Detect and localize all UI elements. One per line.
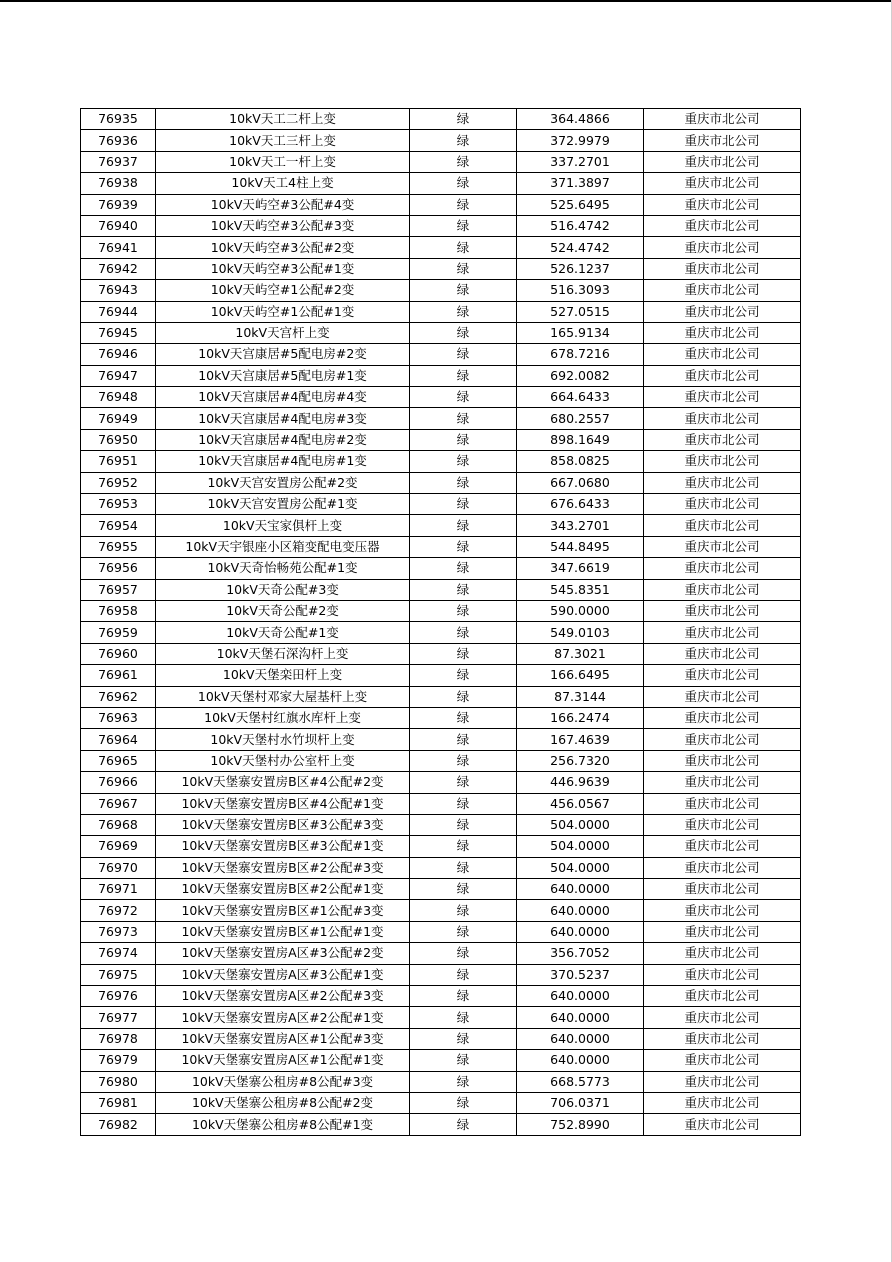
status-color-cell: 绿 bbox=[410, 665, 517, 686]
company-cell: 重庆市北公司 bbox=[644, 600, 801, 621]
status-color-cell: 绿 bbox=[410, 857, 517, 878]
transformer-name-cell: 10kV天屿空#1公配#1变 bbox=[156, 301, 410, 322]
value-cell: 640.0000 bbox=[517, 986, 644, 1007]
transformer-name-cell: 10kV天屿空#1公配#2变 bbox=[156, 280, 410, 301]
value-cell: 545.8351 bbox=[517, 579, 644, 600]
transformer-name-cell: 10kV天堡村水竹坝杆上变 bbox=[156, 729, 410, 750]
status-color-cell: 绿 bbox=[410, 237, 517, 258]
table-row bbox=[81, 408, 801, 429]
company-cell: 重庆市北公司 bbox=[644, 643, 801, 664]
table-row bbox=[81, 365, 801, 386]
transformer-name-cell: 10kV天堡寨安置房A区#2公配#1变 bbox=[156, 1007, 410, 1028]
table-row bbox=[81, 451, 801, 472]
status-color-cell: 绿 bbox=[410, 258, 517, 279]
transformer-name-cell: 10kV天堡寨安置房A区#1公配#3变 bbox=[156, 1028, 410, 1049]
table-row bbox=[81, 515, 801, 536]
status-color-cell: 绿 bbox=[410, 173, 517, 194]
value-cell: 371.3897 bbox=[517, 173, 644, 194]
table-row bbox=[81, 643, 801, 664]
transformer-name-cell: 10kV天屿空#3公配#4变 bbox=[156, 194, 410, 215]
table-row bbox=[81, 130, 801, 151]
row-id-cell: 76980 bbox=[81, 1071, 156, 1092]
table-row bbox=[81, 387, 801, 408]
row-id-cell: 76957 bbox=[81, 579, 156, 600]
company-cell: 重庆市北公司 bbox=[644, 365, 801, 386]
value-cell: 504.0000 bbox=[517, 857, 644, 878]
table-row bbox=[81, 173, 801, 194]
transformer-name-cell: 10kV天奇公配#1变 bbox=[156, 622, 410, 643]
table-row bbox=[81, 943, 801, 964]
value-cell: 692.0082 bbox=[517, 365, 644, 386]
value-cell: 752.8990 bbox=[517, 1114, 644, 1135]
row-id-cell: 76959 bbox=[81, 622, 156, 643]
status-color-cell: 绿 bbox=[410, 579, 517, 600]
table-row bbox=[81, 857, 801, 878]
value-cell: 525.6495 bbox=[517, 194, 644, 215]
transformer-name-cell: 10kV天堡寨公租房#8公配#2变 bbox=[156, 1092, 410, 1113]
company-cell: 重庆市北公司 bbox=[644, 793, 801, 814]
company-cell: 重庆市北公司 bbox=[644, 1028, 801, 1049]
value-cell: 544.8495 bbox=[517, 536, 644, 557]
table-row bbox=[81, 750, 801, 771]
row-id-cell: 76961 bbox=[81, 665, 156, 686]
row-id-cell: 76958 bbox=[81, 600, 156, 621]
company-cell: 重庆市北公司 bbox=[644, 772, 801, 793]
company-cell: 重庆市北公司 bbox=[644, 879, 801, 900]
row-id-cell: 76981 bbox=[81, 1092, 156, 1113]
transformer-name-cell: 10kV天堡寨安置房A区#2公配#3变 bbox=[156, 986, 410, 1007]
row-id-cell: 76974 bbox=[81, 943, 156, 964]
table-row bbox=[81, 579, 801, 600]
value-cell: 524.4742 bbox=[517, 237, 644, 258]
transformer-name-cell: 10kV天宝家俱杆上变 bbox=[156, 515, 410, 536]
table-row bbox=[81, 151, 801, 172]
transformer-name-cell: 10kV天奇公配#3变 bbox=[156, 579, 410, 600]
transformer-name-cell: 10kV天宫安置房公配#2变 bbox=[156, 472, 410, 493]
table-row bbox=[81, 707, 801, 728]
table-row bbox=[81, 900, 801, 921]
table-row bbox=[81, 237, 801, 258]
table-row bbox=[81, 921, 801, 942]
transformer-name-cell: 10kV天堡村邓家大屋基杆上变 bbox=[156, 686, 410, 707]
company-cell: 重庆市北公司 bbox=[644, 857, 801, 878]
value-cell: 347.6619 bbox=[517, 558, 644, 579]
company-cell: 重庆市北公司 bbox=[644, 814, 801, 835]
row-id-cell: 76941 bbox=[81, 237, 156, 258]
table-row bbox=[81, 665, 801, 686]
status-color-cell: 绿 bbox=[410, 536, 517, 557]
row-id-cell: 76962 bbox=[81, 686, 156, 707]
transformer-name-cell: 10kV天工一杆上变 bbox=[156, 151, 410, 172]
transformer-name-cell: 10kV天屿空#3公配#2变 bbox=[156, 237, 410, 258]
row-id-cell: 76940 bbox=[81, 215, 156, 236]
row-id-cell: 76953 bbox=[81, 494, 156, 515]
value-cell: 504.0000 bbox=[517, 814, 644, 835]
row-id-cell: 76982 bbox=[81, 1114, 156, 1135]
status-color-cell: 绿 bbox=[410, 986, 517, 1007]
table-row bbox=[81, 536, 801, 557]
transformer-name-cell: 10kV天屿空#3公配#3变 bbox=[156, 215, 410, 236]
company-cell: 重庆市北公司 bbox=[644, 451, 801, 472]
company-cell: 重庆市北公司 bbox=[644, 1007, 801, 1028]
status-color-cell: 绿 bbox=[410, 1028, 517, 1049]
table-body bbox=[81, 109, 801, 1136]
value-cell: 372.9979 bbox=[517, 130, 644, 151]
table-row bbox=[81, 772, 801, 793]
table-row bbox=[81, 986, 801, 1007]
status-color-cell: 绿 bbox=[410, 322, 517, 343]
row-id-cell: 76975 bbox=[81, 964, 156, 985]
transformer-name-cell: 10kV天宫康居#4配电房#1变 bbox=[156, 451, 410, 472]
table-row bbox=[81, 215, 801, 236]
value-cell: 166.6495 bbox=[517, 665, 644, 686]
status-color-cell: 绿 bbox=[410, 750, 517, 771]
value-cell: 590.0000 bbox=[517, 600, 644, 621]
row-id-cell: 76970 bbox=[81, 857, 156, 878]
status-color-cell: 绿 bbox=[410, 1114, 517, 1135]
status-color-cell: 绿 bbox=[410, 451, 517, 472]
table-row bbox=[81, 472, 801, 493]
company-cell: 重庆市北公司 bbox=[644, 494, 801, 515]
company-cell: 重庆市北公司 bbox=[644, 1114, 801, 1135]
status-color-cell: 绿 bbox=[410, 643, 517, 664]
table-row bbox=[81, 194, 801, 215]
company-cell: 重庆市北公司 bbox=[644, 408, 801, 429]
status-color-cell: 绿 bbox=[410, 558, 517, 579]
company-cell: 重庆市北公司 bbox=[644, 237, 801, 258]
company-cell: 重庆市北公司 bbox=[644, 472, 801, 493]
value-cell: 667.0680 bbox=[517, 472, 644, 493]
row-id-cell: 76947 bbox=[81, 365, 156, 386]
row-id-cell: 76979 bbox=[81, 1050, 156, 1071]
transformer-name-cell: 10kV天宫安置房公配#1变 bbox=[156, 494, 410, 515]
status-color-cell: 绿 bbox=[410, 1092, 517, 1113]
row-id-cell: 76972 bbox=[81, 900, 156, 921]
table-row bbox=[81, 1007, 801, 1028]
company-cell: 重庆市北公司 bbox=[644, 750, 801, 771]
transformer-name-cell: 10kV天奇公配#2变 bbox=[156, 600, 410, 621]
row-id-cell: 76964 bbox=[81, 729, 156, 750]
company-cell: 重庆市北公司 bbox=[644, 1071, 801, 1092]
transformer-name-cell: 10kV天堡寨安置房B区#3公配#3变 bbox=[156, 814, 410, 835]
status-color-cell: 绿 bbox=[410, 408, 517, 429]
transformer-name-cell: 10kV天堡石深沟杆上变 bbox=[156, 643, 410, 664]
row-id-cell: 76943 bbox=[81, 280, 156, 301]
value-cell: 676.6433 bbox=[517, 494, 644, 515]
transformer-name-cell: 10kV天堡寨安置房B区#2公配#3变 bbox=[156, 857, 410, 878]
table-row bbox=[81, 836, 801, 857]
value-cell: 167.4639 bbox=[517, 729, 644, 750]
company-cell: 重庆市北公司 bbox=[644, 943, 801, 964]
value-cell: 370.5237 bbox=[517, 964, 644, 985]
company-cell: 重庆市北公司 bbox=[644, 387, 801, 408]
status-color-cell: 绿 bbox=[410, 301, 517, 322]
value-cell: 166.2474 bbox=[517, 707, 644, 728]
table-row bbox=[81, 109, 801, 130]
company-cell: 重庆市北公司 bbox=[644, 1092, 801, 1113]
table-row bbox=[81, 879, 801, 900]
row-id-cell: 76963 bbox=[81, 707, 156, 728]
company-cell: 重庆市北公司 bbox=[644, 558, 801, 579]
transformer-name-cell: 10kV天宫康居#4配电房#2变 bbox=[156, 429, 410, 450]
company-cell: 重庆市北公司 bbox=[644, 836, 801, 857]
table-row bbox=[81, 280, 801, 301]
row-id-cell: 76938 bbox=[81, 173, 156, 194]
table-row bbox=[81, 600, 801, 621]
transformer-name-cell: 10kV天堡寨安置房B区#1公配#3变 bbox=[156, 900, 410, 921]
transformer-name-cell: 10kV天宫康居#5配电房#2变 bbox=[156, 344, 410, 365]
value-cell: 504.0000 bbox=[517, 836, 644, 857]
value-cell: 858.0825 bbox=[517, 451, 644, 472]
transformer-name-cell: 10kV天堡寨安置房A区#1公配#1变 bbox=[156, 1050, 410, 1071]
page-top-border bbox=[0, 0, 892, 2]
company-cell: 重庆市北公司 bbox=[644, 1050, 801, 1071]
table-row bbox=[81, 344, 801, 365]
company-cell: 重庆市北公司 bbox=[644, 686, 801, 707]
company-cell: 重庆市北公司 bbox=[644, 151, 801, 172]
status-color-cell: 绿 bbox=[410, 1050, 517, 1071]
table-row bbox=[81, 558, 801, 579]
transformer-name-cell: 10kV天堡寨公租房#8公配#1变 bbox=[156, 1114, 410, 1135]
value-cell: 640.0000 bbox=[517, 1028, 644, 1049]
status-color-cell: 绿 bbox=[410, 1007, 517, 1028]
value-cell: 337.2701 bbox=[517, 151, 644, 172]
row-id-cell: 76949 bbox=[81, 408, 156, 429]
table-row bbox=[81, 1071, 801, 1092]
row-id-cell: 76956 bbox=[81, 558, 156, 579]
row-id-cell: 76977 bbox=[81, 1007, 156, 1028]
value-cell: 256.7320 bbox=[517, 750, 644, 771]
value-cell: 364.4866 bbox=[517, 109, 644, 130]
transformer-name-cell: 10kV天工二杆上变 bbox=[156, 109, 410, 130]
company-cell: 重庆市北公司 bbox=[644, 258, 801, 279]
row-id-cell: 76935 bbox=[81, 109, 156, 130]
status-color-cell: 绿 bbox=[410, 964, 517, 985]
table-row bbox=[81, 814, 801, 835]
company-cell: 重庆市北公司 bbox=[644, 622, 801, 643]
value-cell: 640.0000 bbox=[517, 1007, 644, 1028]
status-color-cell: 绿 bbox=[410, 472, 517, 493]
value-cell: 516.3093 bbox=[517, 280, 644, 301]
company-cell: 重庆市北公司 bbox=[644, 536, 801, 557]
value-cell: 516.4742 bbox=[517, 215, 644, 236]
status-color-cell: 绿 bbox=[410, 921, 517, 942]
company-cell: 重庆市北公司 bbox=[644, 109, 801, 130]
status-color-cell: 绿 bbox=[410, 365, 517, 386]
status-color-cell: 绿 bbox=[410, 109, 517, 130]
status-color-cell: 绿 bbox=[410, 130, 517, 151]
row-id-cell: 76944 bbox=[81, 301, 156, 322]
transformer-name-cell: 10kV天堡栾田杆上变 bbox=[156, 665, 410, 686]
company-cell: 重庆市北公司 bbox=[644, 215, 801, 236]
row-id-cell: 76948 bbox=[81, 387, 156, 408]
status-color-cell: 绿 bbox=[410, 793, 517, 814]
company-cell: 重庆市北公司 bbox=[644, 729, 801, 750]
row-id-cell: 76978 bbox=[81, 1028, 156, 1049]
table-row bbox=[81, 1028, 801, 1049]
status-color-cell: 绿 bbox=[410, 215, 517, 236]
value-cell: 87.3144 bbox=[517, 686, 644, 707]
company-cell: 重庆市北公司 bbox=[644, 194, 801, 215]
status-color-cell: 绿 bbox=[410, 879, 517, 900]
status-color-cell: 绿 bbox=[410, 387, 517, 408]
value-cell: 526.1237 bbox=[517, 258, 644, 279]
company-cell: 重庆市北公司 bbox=[644, 707, 801, 728]
company-cell: 重庆市北公司 bbox=[644, 579, 801, 600]
status-color-cell: 绿 bbox=[410, 344, 517, 365]
row-id-cell: 76955 bbox=[81, 536, 156, 557]
row-id-cell: 76965 bbox=[81, 750, 156, 771]
transformer-name-cell: 10kV天堡寨安置房B区#3公配#1变 bbox=[156, 836, 410, 857]
transformer-name-cell: 10kV天宫康居#4配电房#3变 bbox=[156, 408, 410, 429]
value-cell: 640.0000 bbox=[517, 921, 644, 942]
row-id-cell: 76960 bbox=[81, 643, 156, 664]
table-row bbox=[81, 429, 801, 450]
value-cell: 87.3021 bbox=[517, 643, 644, 664]
status-color-cell: 绿 bbox=[410, 600, 517, 621]
row-id-cell: 76942 bbox=[81, 258, 156, 279]
table-row bbox=[81, 686, 801, 707]
row-id-cell: 76967 bbox=[81, 793, 156, 814]
company-cell: 重庆市北公司 bbox=[644, 986, 801, 1007]
value-cell: 898.1649 bbox=[517, 429, 644, 450]
transformer-name-cell: 10kV天堡寨安置房A区#3公配#2变 bbox=[156, 943, 410, 964]
status-color-cell: 绿 bbox=[410, 686, 517, 707]
row-id-cell: 76971 bbox=[81, 879, 156, 900]
data-table bbox=[80, 108, 801, 1136]
status-color-cell: 绿 bbox=[410, 814, 517, 835]
value-cell: 343.2701 bbox=[517, 515, 644, 536]
transformer-name-cell: 10kV天堡寨公租房#8公配#3变 bbox=[156, 1071, 410, 1092]
status-color-cell: 绿 bbox=[410, 836, 517, 857]
row-id-cell: 76976 bbox=[81, 986, 156, 1007]
row-id-cell: 76952 bbox=[81, 472, 156, 493]
company-cell: 重庆市北公司 bbox=[644, 322, 801, 343]
row-id-cell: 76968 bbox=[81, 814, 156, 835]
value-cell: 456.0567 bbox=[517, 793, 644, 814]
status-color-cell: 绿 bbox=[410, 729, 517, 750]
status-color-cell: 绿 bbox=[410, 900, 517, 921]
value-cell: 668.5773 bbox=[517, 1071, 644, 1092]
status-color-cell: 绿 bbox=[410, 772, 517, 793]
status-color-cell: 绿 bbox=[410, 429, 517, 450]
company-cell: 重庆市北公司 bbox=[644, 130, 801, 151]
table-row bbox=[81, 1114, 801, 1135]
table-row bbox=[81, 729, 801, 750]
transformer-name-cell: 10kV天宫康居#4配电房#4变 bbox=[156, 387, 410, 408]
table-row bbox=[81, 1050, 801, 1071]
transformer-name-cell: 10kV天屿空#3公配#1变 bbox=[156, 258, 410, 279]
status-color-cell: 绿 bbox=[410, 194, 517, 215]
row-id-cell: 76966 bbox=[81, 772, 156, 793]
company-cell: 重庆市北公司 bbox=[644, 921, 801, 942]
table-row bbox=[81, 301, 801, 322]
transformer-name-cell: 10kV天堡村办公室杆上变 bbox=[156, 750, 410, 771]
transformer-name-cell: 10kV天宇银座小区箱变配电变压器 bbox=[156, 536, 410, 557]
value-cell: 664.6433 bbox=[517, 387, 644, 408]
row-id-cell: 76946 bbox=[81, 344, 156, 365]
transformer-name-cell: 10kV天宫康居#5配电房#1变 bbox=[156, 365, 410, 386]
row-id-cell: 76973 bbox=[81, 921, 156, 942]
value-cell: 640.0000 bbox=[517, 879, 644, 900]
row-id-cell: 76954 bbox=[81, 515, 156, 536]
status-color-cell: 绿 bbox=[410, 280, 517, 301]
transformer-name-cell: 10kV天堡寨安置房B区#1公配#1变 bbox=[156, 921, 410, 942]
status-color-cell: 绿 bbox=[410, 515, 517, 536]
status-color-cell: 绿 bbox=[410, 622, 517, 643]
row-id-cell: 76937 bbox=[81, 151, 156, 172]
value-cell: 356.7052 bbox=[517, 943, 644, 964]
table-row bbox=[81, 494, 801, 515]
company-cell: 重庆市北公司 bbox=[644, 280, 801, 301]
value-cell: 640.0000 bbox=[517, 1050, 644, 1071]
company-cell: 重庆市北公司 bbox=[644, 900, 801, 921]
transformer-name-cell: 10kV天堡寨安置房B区#4公配#1变 bbox=[156, 793, 410, 814]
value-cell: 527.0515 bbox=[517, 301, 644, 322]
row-id-cell: 76945 bbox=[81, 322, 156, 343]
transformer-name-cell: 10kV天堡寨安置房B区#4公配#2变 bbox=[156, 772, 410, 793]
status-color-cell: 绿 bbox=[410, 151, 517, 172]
company-cell: 重庆市北公司 bbox=[644, 344, 801, 365]
company-cell: 重庆市北公司 bbox=[644, 964, 801, 985]
table-row bbox=[81, 622, 801, 643]
value-cell: 549.0103 bbox=[517, 622, 644, 643]
transformer-name-cell: 10kV天堡寨安置房A区#3公配#1变 bbox=[156, 964, 410, 985]
status-color-cell: 绿 bbox=[410, 707, 517, 728]
value-cell: 640.0000 bbox=[517, 900, 644, 921]
company-cell: 重庆市北公司 bbox=[644, 173, 801, 194]
transformer-name-cell: 10kV天奇怡畅苑公配#1变 bbox=[156, 558, 410, 579]
transformer-name-cell: 10kV天工4柱上变 bbox=[156, 173, 410, 194]
value-cell: 446.9639 bbox=[517, 772, 644, 793]
table-row bbox=[81, 793, 801, 814]
row-id-cell: 76969 bbox=[81, 836, 156, 857]
table-row bbox=[81, 258, 801, 279]
table-row bbox=[81, 964, 801, 985]
company-cell: 重庆市北公司 bbox=[644, 515, 801, 536]
transformer-name-cell: 10kV天工三杆上变 bbox=[156, 130, 410, 151]
row-id-cell: 76951 bbox=[81, 451, 156, 472]
value-cell: 678.7216 bbox=[517, 344, 644, 365]
row-id-cell: 76936 bbox=[81, 130, 156, 151]
value-cell: 706.0371 bbox=[517, 1092, 644, 1113]
status-color-cell: 绿 bbox=[410, 494, 517, 515]
status-color-cell: 绿 bbox=[410, 943, 517, 964]
transformer-name-cell: 10kV天堡寨安置房B区#2公配#1变 bbox=[156, 879, 410, 900]
row-id-cell: 76939 bbox=[81, 194, 156, 215]
value-cell: 165.9134 bbox=[517, 322, 644, 343]
status-color-cell: 绿 bbox=[410, 1071, 517, 1092]
company-cell: 重庆市北公司 bbox=[644, 301, 801, 322]
company-cell: 重庆市北公司 bbox=[644, 665, 801, 686]
transformer-name-cell: 10kV天宫杆上变 bbox=[156, 322, 410, 343]
company-cell: 重庆市北公司 bbox=[644, 429, 801, 450]
table-row bbox=[81, 1092, 801, 1113]
transformer-name-cell: 10kV天堡村红旗水库杆上变 bbox=[156, 707, 410, 728]
table-row bbox=[81, 322, 801, 343]
row-id-cell: 76950 bbox=[81, 429, 156, 450]
value-cell: 680.2557 bbox=[517, 408, 644, 429]
